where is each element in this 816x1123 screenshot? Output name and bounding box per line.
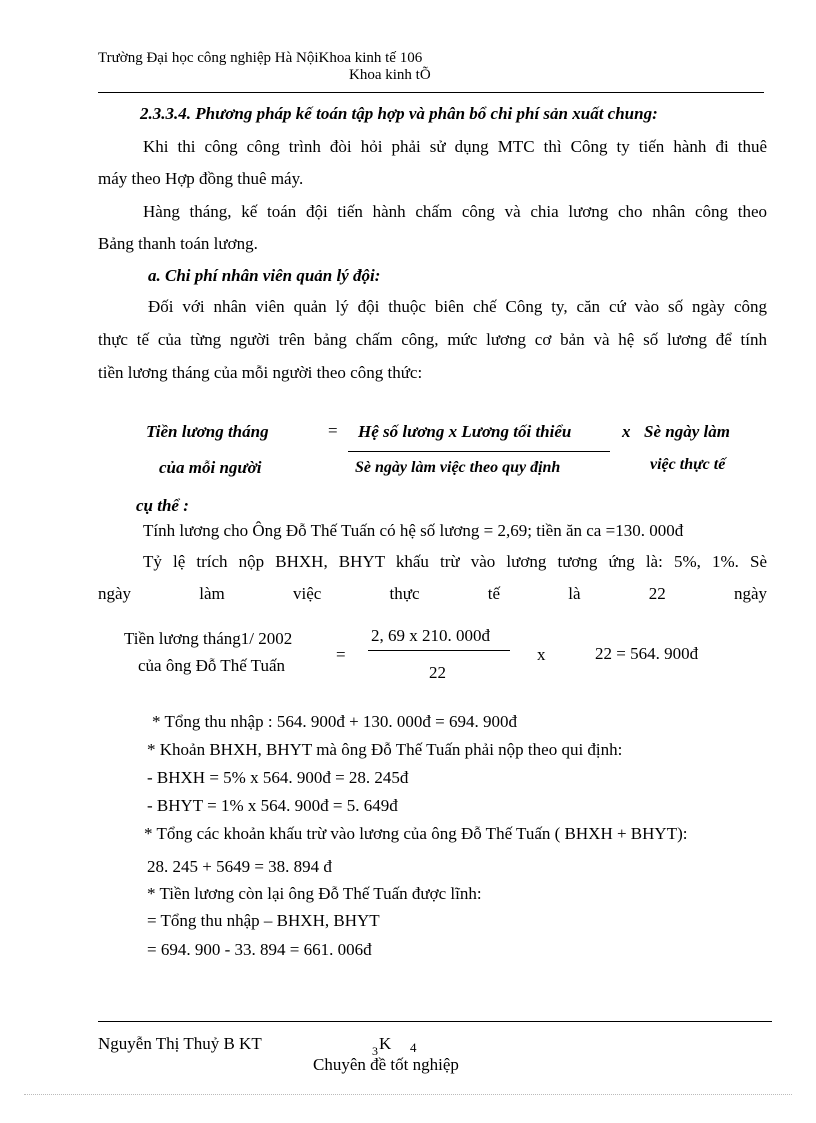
footer-subscript-3: 3 [372,1044,378,1058]
example-line3-word: 22 [648,584,666,603]
footer-k: K [379,1034,392,1053]
insurance-heading-line: * Khoản BHXH, BHYT mà ông Đỗ Thế Tuấn phải nộp theo qui định: [147,740,623,759]
example-line3-word: ngày [98,584,132,603]
formula2-lhs-line2: của ông Đỗ Thế Tuấn [138,656,286,675]
formula1-denominator: Sè ngày làm việc theo quy định [355,459,561,476]
footer-title: Chuyên đề tốt nghiệp [313,1055,459,1074]
para1-line1: Khi thi công công trình đòi hỏi phải sử dụng MTC thì Công ty tiến hành đi thuê [143,137,767,156]
example-line3-word: là [568,584,581,603]
subsection-a-heading: a. Chi phí nhân viên quản lý đội: [148,266,381,285]
example-line1: Tính lương cho Ông Đỗ Thế Tuấn có hệ số lương = 2,69; tiền ăn ca =130. 000đ [143,521,684,540]
header-rule [98,92,764,93]
formula2-equals: = [336,645,346,664]
total-deductions-line: * Tổng các khoản khấu trừ vào lương của ông Đỗ Thế Tuấn ( BHXH + BHYT): [144,824,688,843]
formula2-fraction-bar [368,650,510,651]
formula1-fraction-bar [348,451,610,452]
formula2-result: 22 = 564. 900đ [595,644,699,663]
example-line3-word: tế [487,584,501,603]
example-label: cụ thể : [136,496,189,515]
formula1-lhs-line2: của mỗi người [159,458,262,477]
example-line3 [98,578,767,610]
example-line3-word: ngày [733,584,767,603]
total-income-line: * Tổng thu nhập : 564. 900đ + 130. 000đ = 694. 900đ [152,712,517,731]
bhxh-line: - BHXH = 5% x 564. 900đ = 28. 245đ [147,768,409,787]
formula1-numerator: Hệ số lương x Lương tối thiểu [358,422,572,441]
net-salary-heading: * Tiền lương còn lại ông Đỗ Thế Tuấn được lĩnh: [147,884,482,903]
para3-line3: tiền lương tháng của mỗi người theo công thức: [98,363,423,382]
formula1-lhs-line1: Tiền lương tháng [146,422,269,441]
total-deductions-value: 28. 245 + 5649 = 38. 894 đ [147,857,332,876]
formula2-denominator: 22 [429,663,446,682]
formula2-times: x [537,645,546,664]
section-title: 2.3.3.4. Phương pháp kế toán tập hợp và phân bổ chi phí sản xuất chung: [140,104,658,123]
bhyt-line: - BHYT = 1% x 564. 900đ = 5. 649đ [147,796,398,815]
para1-line2: máy theo Hợp đồng thuê máy. [98,169,304,188]
formula2-numerator: 2, 69 x 210. 000đ [371,626,490,645]
footer-number-4: 4 [410,1040,417,1055]
header-department-line: Khoa kinh tÕ [349,67,431,83]
formula1-equals: = [328,421,338,440]
net-salary-value: = 694. 900 - 33. 894 = 661. 006đ [147,940,372,959]
footer-author: Nguyễn Thị Thuỷ B KT [98,1034,262,1053]
example-line2: Tỷ lệ trích nộp BHXH, BHYT khấu trừ vào lương tương ứng là: 5%, 1%. Sè [143,552,767,571]
header-school-line: Trường Đại học công nghiệp Hà NộiKhoa kinh tế 106 [98,50,423,66]
example-line3-word: thực [389,584,420,603]
para2-line1: Hàng tháng, kế toán đội tiến hành chấm công và chia lương cho nhân công theo [143,202,767,221]
para3-line2: thực tế của từng người trên bảng chấm công, mức lương cơ bản và hệ số lương để tính [98,330,767,349]
formula1-rhs-line2: việc thực tế [650,456,726,473]
example-line3-word: làm [199,584,225,603]
formula1-times: x [622,422,631,441]
para2-line2: Bảng thanh toán lương. [98,234,258,253]
para3-line1: Đối với nhân viên quản lý đội thuộc biên chế Công ty, căn cứ vào số ngày công [148,297,767,316]
example-line3-word: việc [292,584,322,603]
formula2-lhs-line1: Tiền lương tháng1/ 2002 [124,629,293,648]
page-bottom-border [24,1094,792,1095]
formula1-rhs-line1: Sè ngày làm [644,422,730,441]
net-salary-formula: = Tổng thu nhập – BHXH, BHYT [147,911,380,930]
footer-rule [98,1021,772,1022]
